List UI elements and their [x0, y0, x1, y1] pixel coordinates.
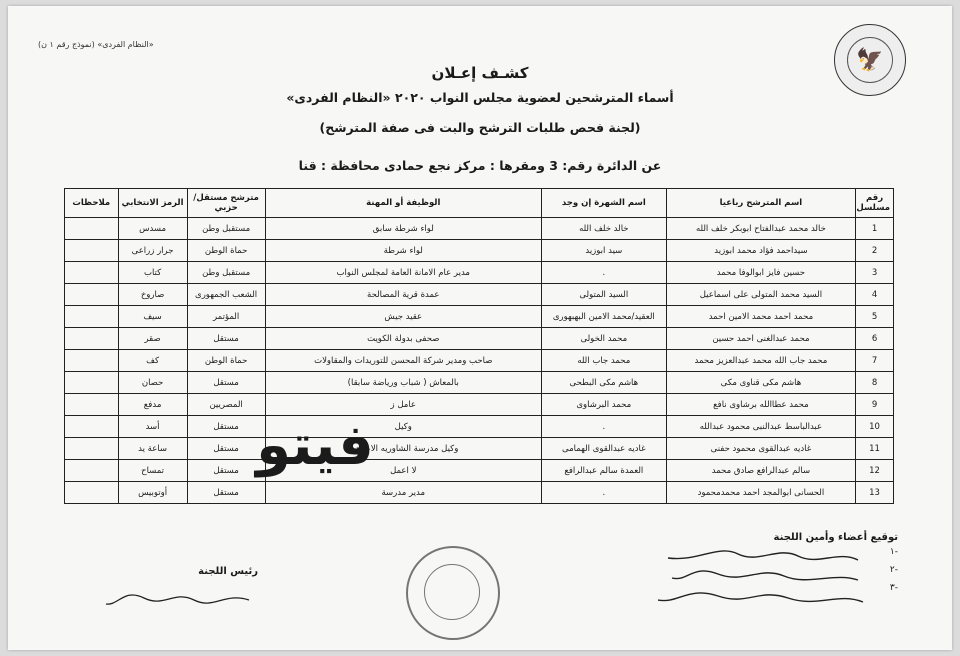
table-row: [65, 328, 894, 350]
header-job: الوظيفة أو المهنة: [265, 189, 541, 218]
cell-symbol: حصان: [118, 372, 187, 394]
table-row: [65, 372, 894, 394]
cell-job: صاحب ومدير شركة المحسن للتوريدات والمقاولات: [265, 350, 541, 372]
cell-name: السيد محمد المتولى على اسماعيل: [666, 284, 855, 306]
cell-job: عامل ز: [265, 394, 541, 416]
cell-name: حسين فايز ابوالوفا محمد: [666, 262, 855, 284]
state-emblem-logo: [834, 24, 906, 96]
cell-notes: [65, 438, 119, 460]
cell-fame: العقيد/محمد الامين البهبهورى: [541, 306, 666, 328]
cell-symbol: صاروخ: [118, 284, 187, 306]
cell-number: 10: [856, 416, 894, 438]
cell-affiliation: المؤتمر: [187, 306, 265, 328]
cell-name: محمد احمد محمد الامين احمد: [666, 306, 855, 328]
cell-affiliation: مستقل: [187, 460, 265, 482]
cell-job: مدير عام الامانة العامة لمجلس النواب: [265, 262, 541, 284]
cell-affiliation: الشعب الجمهورى: [187, 284, 265, 306]
candidates-table: [64, 188, 894, 504]
cell-symbol: كتاب: [118, 262, 187, 284]
cell-number: 8: [856, 372, 894, 394]
header-fame: اسم الشهرة إن وجد: [541, 189, 666, 218]
cell-fame: سيد ابوزيد: [541, 240, 666, 262]
cell-fame: غاديه عبدالقوى الهمامى: [541, 438, 666, 460]
cell-number: 7: [856, 350, 894, 372]
cell-symbol: ساعة يد: [118, 438, 187, 460]
cell-affiliation: مستقل: [187, 416, 265, 438]
cell-name: محمد جاب الله محمد عبدالعزيز محمد: [666, 350, 855, 372]
cell-affiliation: مستقل: [187, 372, 265, 394]
table-row: [65, 460, 894, 482]
header-notes: ملاحظات: [65, 189, 119, 218]
cell-job: لواء شرطة سابق: [265, 218, 541, 240]
cell-affiliation: حماة الوطن: [187, 350, 265, 372]
cell-number: 5: [856, 306, 894, 328]
page-title: كشـف إعـلان: [431, 64, 529, 82]
form-number: (نموذج رقم ١ ن) «النظام الفردى»: [38, 40, 154, 49]
cell-notes: [65, 482, 119, 504]
cell-symbol: صقر: [118, 328, 187, 350]
cell-fame: هاشم مكى البطحى: [541, 372, 666, 394]
official-stamp: [406, 546, 500, 640]
cell-number: 1: [856, 218, 894, 240]
cell-affiliation: مستقبل وطن: [187, 218, 265, 240]
cell-name: الحسانى ابوالمجد احمد محمدمحمود: [666, 482, 855, 504]
cell-affiliation: المصريين: [187, 394, 265, 416]
table-row: [65, 350, 894, 372]
committee-name: (لجنة فحص طلبات الترشح والبت فى صفة المترشح): [319, 120, 641, 135]
cell-name: عبدالباسط عبدالنبى محمود عبدالله: [666, 416, 855, 438]
cell-symbol: سيف: [118, 306, 187, 328]
cell-number: 13: [856, 482, 894, 504]
cell-notes: [65, 416, 119, 438]
cell-notes: [65, 306, 119, 328]
cell-name: هاشم مكى قناوى مكى: [666, 372, 855, 394]
cell-symbol: كف: [118, 350, 187, 372]
member-3-label: -٣: [889, 583, 898, 593]
chair-handwritten-signature: [104, 588, 254, 618]
cell-affiliation: حماة الوطن: [187, 240, 265, 262]
table-row: [65, 240, 894, 262]
header-affiliation: مترشح مستقل/حزبي: [187, 189, 265, 218]
table-row: [65, 394, 894, 416]
cell-notes: [65, 350, 119, 372]
cell-notes: [65, 372, 119, 394]
cell-fame: محمد جاب الله: [541, 350, 666, 372]
watermark-logo: فيتو: [256, 413, 374, 478]
table-row: [65, 284, 894, 306]
chair-signature: [98, 566, 288, 577]
cell-fame: .: [541, 482, 666, 504]
cell-fame: خالد خلف الله: [541, 218, 666, 240]
cell-symbol: تمساح: [118, 460, 187, 482]
page-subtitle: أسماء المترشحين لعضوية مجلس النواب ٢٠٢٠ «النظام الفردى»: [286, 90, 674, 105]
cell-notes: [65, 262, 119, 284]
cell-notes: [65, 328, 119, 350]
cell-job: لواء شرطة: [265, 240, 541, 262]
cell-affiliation: مستقل: [187, 482, 265, 504]
district-line: عن الدائرة رقم: 3 ومقرها : مركز نجع حمادى محافظة : قنا: [298, 158, 662, 173]
cell-name: غاديه عبدالقوى محمود حفنى: [666, 438, 855, 460]
cell-fame: .: [541, 262, 666, 284]
cell-affiliation: مستقل: [187, 438, 265, 460]
cell-job: وكيل: [265, 416, 541, 438]
members-title: توقيع أعضاء وأمين اللجنة: [773, 532, 898, 543]
member-2-label: -٢: [889, 565, 898, 575]
cell-notes: [65, 394, 119, 416]
cell-job: مدير مدرسة: [265, 482, 541, 504]
cell-job: بالمعاش ( شباب ورياضة سابقا): [265, 372, 541, 394]
header-name: اسم المترشح رباعيا: [666, 189, 855, 218]
announcement-sheet: [8, 6, 952, 650]
cell-notes: [65, 460, 119, 482]
cell-job: لا اعمل: [265, 460, 541, 482]
cell-name: محمد عبدالغنى احمد حسين: [666, 328, 855, 350]
eagle-icon: 🦅: [847, 37, 893, 83]
table-row: [65, 438, 894, 460]
cell-number: 6: [856, 328, 894, 350]
cell-symbol: مسدس: [118, 218, 187, 240]
cell-number: 4: [856, 284, 894, 306]
cell-notes: [65, 218, 119, 240]
cell-job: عمدة قرية المصالحة: [265, 284, 541, 306]
header-symbol: الرمز الانتخابي: [118, 189, 187, 218]
stamp-center-icon: [424, 564, 480, 620]
cell-fame: محمد الخولى: [541, 328, 666, 350]
member-1-label: -١: [889, 547, 898, 557]
cell-fame: محمد البرشاوى: [541, 394, 666, 416]
table-row: [65, 306, 894, 328]
table-row: [65, 262, 894, 284]
cell-fame: السيد المتولى: [541, 284, 666, 306]
cell-name: محمد عطاالله برشاوى نافع: [666, 394, 855, 416]
cell-symbol: مدفع: [118, 394, 187, 416]
cell-number: 3: [856, 262, 894, 284]
cell-symbol: جرار زراعى: [118, 240, 187, 262]
members-handwritten-signatures: [658, 546, 868, 616]
cell-symbol: أسد: [118, 416, 187, 438]
cell-symbol: أوتوبيس: [118, 482, 187, 504]
table-row: [65, 482, 894, 504]
table-row: [65, 218, 894, 240]
cell-number: 9: [856, 394, 894, 416]
cell-number: 11: [856, 438, 894, 460]
chair-title: رئيس اللجنة: [198, 566, 258, 577]
cell-fame: العمدة سالم عبدالرافع: [541, 460, 666, 482]
cell-job: صحفى بدولة الكويت: [265, 328, 541, 350]
cell-affiliation: مستقبل وطن: [187, 262, 265, 284]
cell-notes: [65, 284, 119, 306]
cell-number: 12: [856, 460, 894, 482]
table-row: [65, 416, 894, 438]
cell-fame: .: [541, 416, 666, 438]
cell-number: 2: [856, 240, 894, 262]
table-header-row: [65, 189, 894, 218]
cell-notes: [65, 240, 119, 262]
cell-affiliation: مستقل: [187, 328, 265, 350]
cell-job: عقيد جيش: [265, 306, 541, 328]
header-number: رقم مسلسل: [856, 189, 894, 218]
cell-job: وكيل مدرسة الشاوريه الاعدادية: [265, 438, 541, 460]
cell-name: سالم عبدالرافع صادق محمد: [666, 460, 855, 482]
cell-name: سيداحمد فؤاد محمد ابوزيد: [666, 240, 855, 262]
cell-name: خالد محمد عبدالفتاح ابوبكر خلف الله: [666, 218, 855, 240]
